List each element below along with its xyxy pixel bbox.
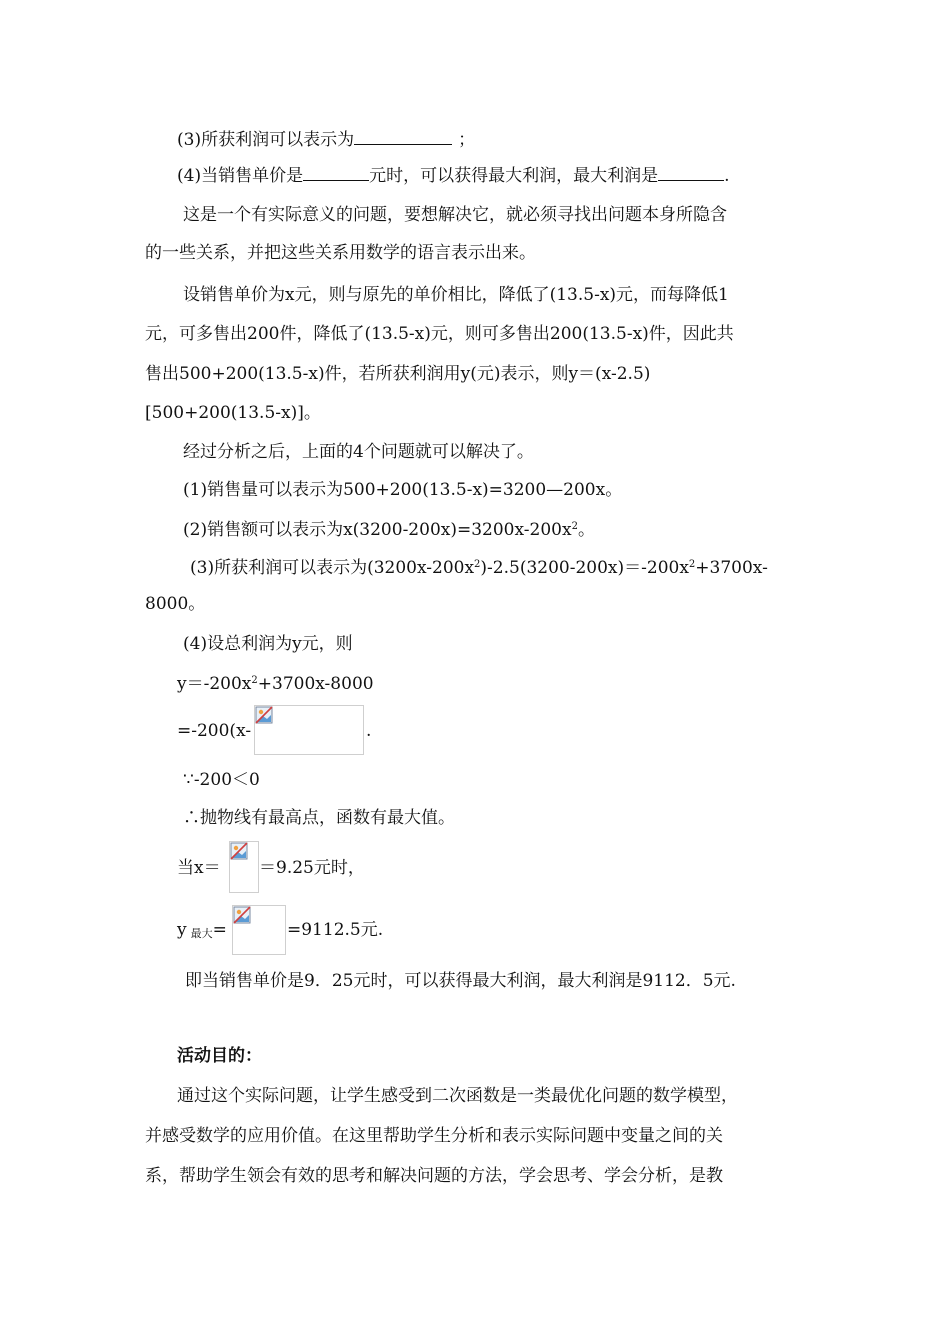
answer-3-exponent-1: 2 — [474, 559, 481, 570]
equals-sign: = — [212, 920, 227, 940]
y-max-value: =9112.5元. — [287, 920, 384, 940]
formula-image-placeholder — [232, 905, 286, 955]
answer-3-text-c: +3700x- — [695, 558, 768, 578]
y-max-subscript: 最大 — [190, 927, 213, 940]
answer-2-exponent: 2 — [571, 521, 578, 532]
answer-2-end: 。 — [577, 520, 595, 540]
answer-blank — [354, 126, 452, 145]
paragraph-2-line-4: [500+200(13.5-x)]。 — [145, 403, 321, 423]
y-max-prefix — [177, 918, 227, 946]
question-3-end: ； — [458, 130, 476, 150]
answer-3-text-b: )-2.5(3200-200x)＝-200x — [480, 558, 689, 578]
answer-4-equation-1 — [177, 669, 374, 696]
paragraph-2-line-2: 元，可多售出200件，降低了(13.5-x)元，则可多售出200(13.5-x)件，因此共 — [145, 324, 734, 344]
y-symbol: y — [177, 920, 187, 940]
broken-image-icon — [230, 842, 248, 860]
when-x-suffix: ＝9.25元时， — [259, 858, 365, 878]
paragraph-3: 经过分析之后，上面的4个问题就可以解决了。 — [183, 442, 534, 462]
equation-1-text-b: +3700x-8000 — [257, 674, 374, 694]
activity-goal-line-3: 系，帮助学生领会有效的思考和解决问题的方法，学会思考、学会分析，是教 — [145, 1166, 723, 1186]
paragraph-1-line-1: 这是一个有实际意义的问题，要想解决它，就必须寻找出问题本身所隐含 — [183, 205, 727, 225]
paragraph-2-line-3: 售出500+200(13.5-x)件，若所获利润用y(元)表示，则y＝(x-2.5) — [145, 364, 651, 384]
because-line: ∵-200＜0 — [183, 770, 260, 790]
formula-image-placeholder — [254, 705, 364, 755]
broken-image-icon — [233, 906, 251, 924]
answer-1: (1)销售量可以表示为500+200(13.5-x)=3200—200x。 — [183, 480, 623, 500]
paragraph-1-line-2: 的一些关系，并把这些关系用数学的语言表示出来。 — [145, 243, 536, 263]
question-3-text: (3)所获利润可以表示为 — [177, 130, 355, 150]
equation-2-end: . — [366, 721, 372, 741]
activity-goal-line-2: 并感受数学的应用价值。在这里帮助学生分析和表示实际问题中变量之间的关 — [145, 1126, 723, 1146]
answer-3 — [190, 553, 768, 580]
answer-4-equation-2: =-200(x- — [177, 721, 252, 741]
answer-2-text: (2)销售额可以表示为x(3200-200x)=3200x-200x — [183, 520, 572, 540]
therefore-line: ∴抛物线有最高点，函数有最大值。 — [183, 808, 455, 828]
paragraph-2-line-1: 设销售单价为x元，则与原先的单价相比，降低了(13.5-x)元，而每降低1 — [183, 285, 729, 305]
question-3 — [177, 126, 475, 152]
answer-blank — [303, 162, 369, 181]
equation-1-text-a: y＝-200x — [177, 674, 252, 694]
activity-goal-line-1: 通过这个实际问题，让学生感受到二次函数是一类最优化问题的数学模型， — [177, 1086, 738, 1106]
question-4-end: . — [724, 166, 730, 186]
answer-4-intro: (4)设总利润为y元，则 — [183, 634, 353, 654]
question-4 — [177, 162, 730, 188]
formula-image-placeholder — [229, 841, 259, 893]
when-x-prefix: 当x＝ — [177, 858, 221, 878]
answer-blank — [658, 162, 724, 181]
conclusion: 即当销售单价是9．25元时，可以获得最大利润，最大利润是9112．5元. — [185, 971, 736, 991]
question-4-text-a: (4)当销售单价是 — [177, 166, 304, 186]
answer-3-exponent-2: 2 — [688, 559, 696, 570]
question-4-text-b: 元时，可以获得最大利润，最大利润是 — [369, 166, 659, 186]
equation-1-exponent: 2 — [251, 675, 258, 686]
answer-2 — [183, 515, 595, 542]
broken-image-icon — [255, 706, 273, 724]
activity-goal-heading: 活动目的： — [177, 1046, 262, 1066]
answer-3-text-a: (3)所获利润可以表示为(3200x-200x — [190, 558, 475, 578]
answer-3-line-2: 8000。 — [145, 594, 206, 614]
